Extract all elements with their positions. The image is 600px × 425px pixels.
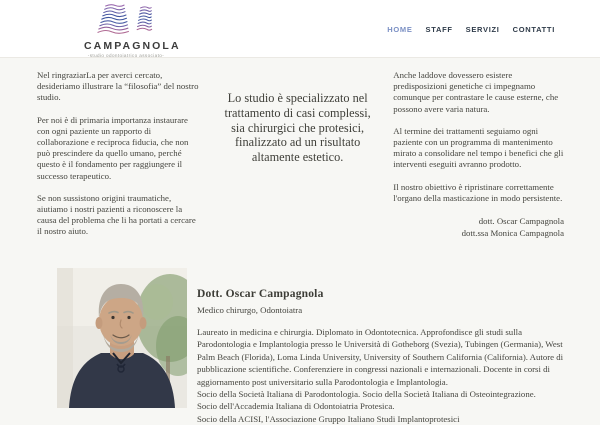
nav-item-home[interactable]: HOME (387, 25, 413, 34)
doctor-bio-paragraphs (197, 326, 577, 425)
doctor-role: Medico chirurgo, Odontoiatra (197, 305, 303, 315)
bio-paragraph: Socio della Società Italiana di Parodontologia. Socio della Società Italiana di Osteointegrazione. (197, 389, 536, 400)
nav-item-servizi[interactable]: SERVIZI (465, 25, 500, 34)
philosophy-highlight: Lo studio è specializzato nel trattamento di casi complessi, sia chirurgici che protesici, finalizzato ad un risultato altamente estetico. (224, 91, 371, 165)
doctor-name: Dott. Oscar Campagnola (197, 288, 324, 300)
philosophy-paragraph: Al termine dei trattamenti seguiamo ogni paziente con un programma di mantenimento mirato a consolidare nel tempo i benefici che gli interventi eseguiti avranno prodotto. (393, 125, 564, 170)
logo-title: CAMPAGNOLA (84, 40, 181, 52)
nav-item-staff[interactable]: STAFF (425, 25, 453, 34)
bio-paragraph: Laureato in medicina e chirurgia. Diplomato in Odontotecnica. Approfondisce gli studi sulla Parodontologia e Implantologia presso le Università di Gotheborg (Svezia), Tubingen (Germania), West Palm Beach (Florida), Loma Linda University, University of Southern California (California). Autore di pubblicazione scientifiche. Conferenziere in congressi nazionali e internazionali. Docente in corsi di aggiornamento post universitario sulla Parodontologia e Implantologia. (197, 327, 564, 387)
logo-waves-icon (84, 3, 168, 39)
philosophy-right-column (393, 70, 564, 249)
nav-item-contatti[interactable]: CONTATTI (512, 25, 555, 34)
signature-line: dott.ssa Monica Campagnola (461, 227, 564, 238)
philosophy-paragraph: Nel ringraziarLa per averci cercato, desideriamo illustrare la “filosofia” del nostro studio. (37, 70, 199, 103)
philosophy-paragraph: Per noi è di primaria importanza instaurare con ogni paziente un rapporto di collaborazione e reciproca fiducia, che non può prescindere da quello umano, perché questo è il fondamento per raggiungere il successo terapeutico. (37, 114, 189, 181)
philosophy-paragraph: Anche laddove dovessero esistere predisposizioni genetiche ci impegnamo comunque per contrastare le cause esterne, che possono avere varia natura. (393, 70, 559, 114)
philosophy-section (0, 58, 600, 249)
philosophy-paragraph: Se non sussistono origini traumatiche, aiutiamo i nostri pazienti a riconoscere la causa del problema che li ha portati a cercare il nostro aiuto. (37, 192, 196, 237)
main-nav (387, 25, 555, 34)
philosophy-paragraph: Il nostro obiettivo è ripristinare correttamente l'organo della masticazione in modo persistente. (393, 181, 563, 203)
doctor-bio-section (0, 268, 600, 424)
bio-paragraph: Socio dell'Accademia Italiana di Odontoiatria Protesica. (197, 401, 395, 412)
doctor-bio-text (197, 288, 577, 425)
signature-line: dott. Oscar Campagnola (478, 216, 564, 227)
philosophy-left-column (37, 70, 202, 249)
doctor-photo (57, 268, 187, 408)
bio-paragraph: Socio della ACISI, l'Associazione Gruppo Italiano Studi Implantoprotesici (197, 413, 460, 424)
site-logo[interactable] (84, 3, 181, 58)
signature (393, 216, 564, 239)
logo-tagline: -studio odontoiatrico associato- (87, 53, 165, 58)
site-header (0, 0, 600, 58)
